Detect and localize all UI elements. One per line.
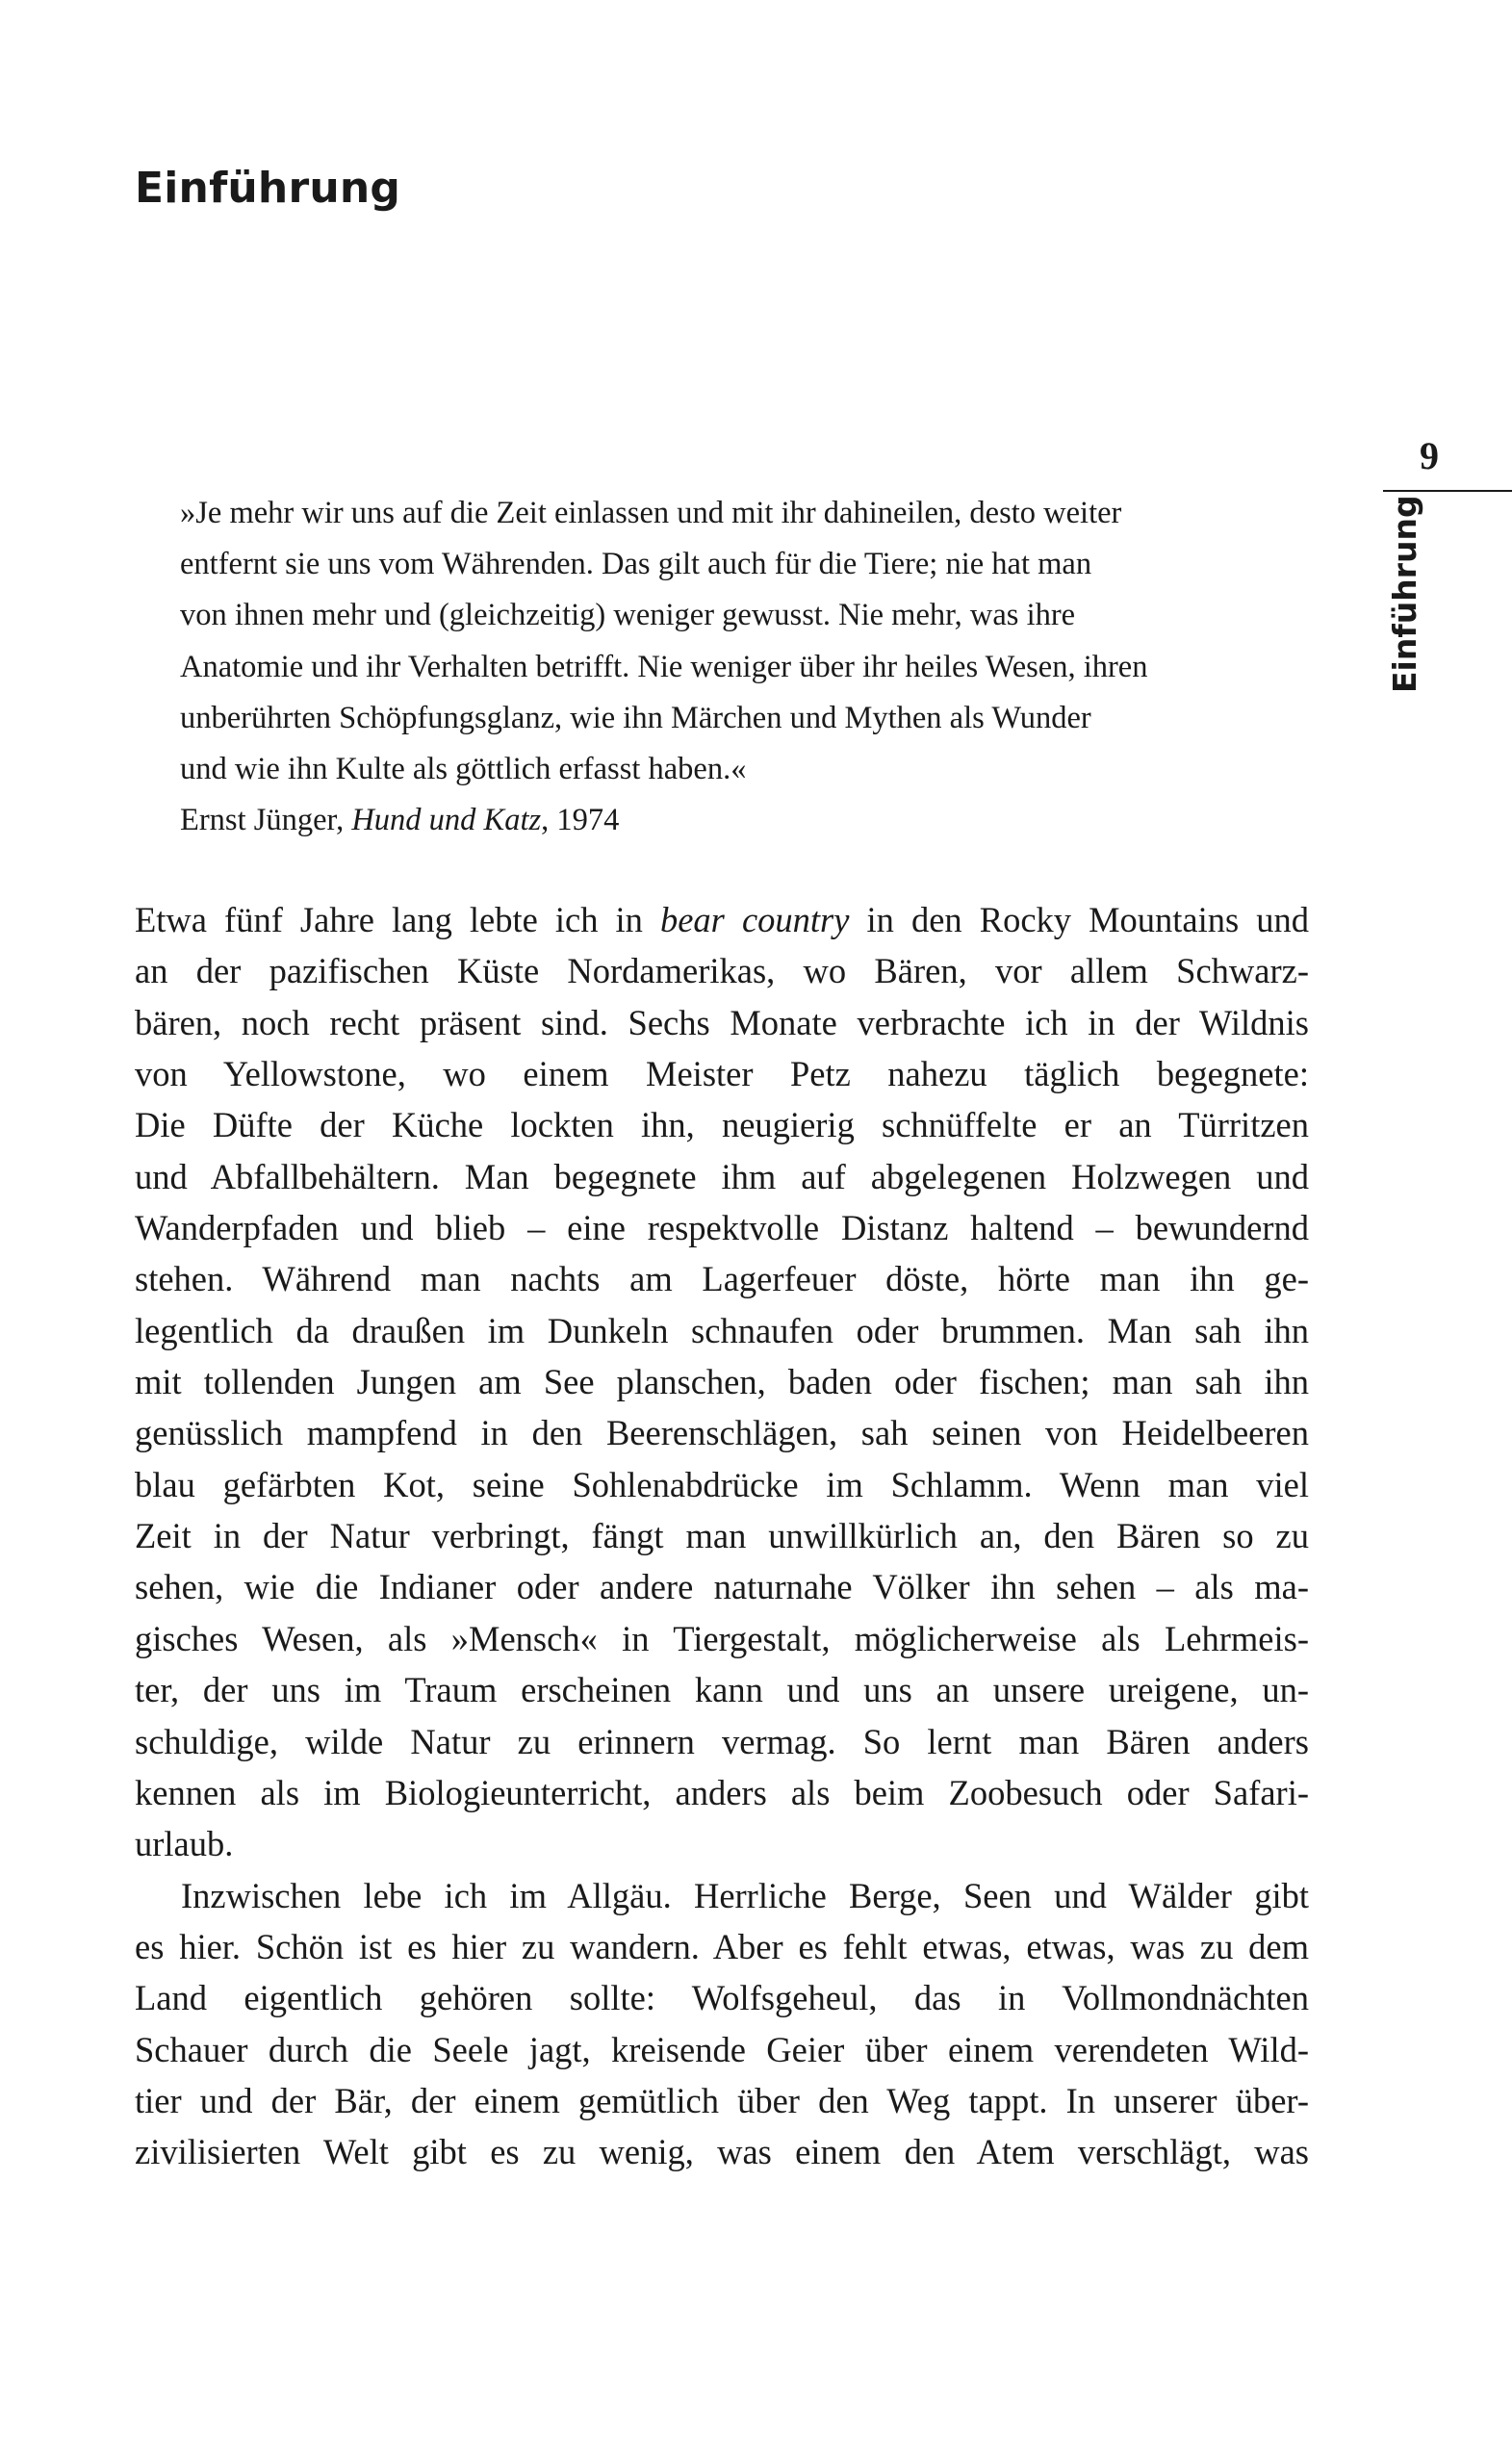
body-line: von Yellowstone, wo einem Meister Petz nahezu täglich begegnete:: [135, 1054, 1309, 1094]
attribution-work: Hund und Katz: [351, 803, 542, 838]
epigraph-attribution: [180, 795, 1296, 846]
body-line: und Abfallbehältern. Man begegnete ihm auf abgelegenen Holzwegen und: [135, 1156, 1309, 1196]
attribution-year: , 1974: [541, 803, 620, 838]
epigraph-line: und wie ihn Kulte als göttlich erfasst haben.«: [180, 752, 747, 787]
epigraph-line: »Je mehr wir uns auf die Zeit einlassen und mit ihr dahineilen, desto weiter: [180, 496, 1122, 530]
body-line: Zeit in der Natur verbringt, fängt man unwillkürlich an, den Bären so zu: [135, 1516, 1309, 1556]
body-line: gisches Wesen, als »Mensch« in Tiergestalt, möglicherweise als Lehrmeis-: [135, 1618, 1309, 1658]
running-head-rule: [1383, 490, 1512, 492]
body-line: zivilisierten Welt gibt es zu wenig, was einem den Atem verschlägt, was: [135, 2132, 1309, 2172]
italic-phrase: bear country: [659, 900, 850, 939]
epigraph: [180, 488, 1296, 846]
body-line: urlaub.: [135, 1824, 234, 1864]
body-line: mit tollenden Jungen am See planschen, baden oder fischen; man sah ihn: [135, 1362, 1309, 1402]
body-line: sehen, wie die Indianer oder andere naturnahe Völker ihn sehen – als ma-: [135, 1567, 1309, 1607]
body-line: blau gefärbten Kot, seine Sohlenabdrücke im Schlamm. Wenn man viel: [135, 1464, 1309, 1504]
body-line: [135, 894, 1309, 945]
body-line: tier und der Bär, der einem gemütlich über den Weg tappt. In unserer über-: [135, 2080, 1309, 2120]
chapter-title: Einführung: [135, 164, 401, 213]
body-line: genüsslich mampfend in den Beerenschlägen, sah seinen von Heidelbeeren: [135, 1413, 1309, 1453]
body-text-segment: Etwa fünf Jahre lang lebte ich in: [135, 900, 643, 939]
body-line: schuldige, wilde Natur zu erinnern vermag. So lernt man Bären anders: [135, 1721, 1309, 1761]
body-line: stehen. Während man nachts am Lagerfeuer döste, hörte man ihn ge-: [135, 1259, 1309, 1299]
body-text-segment: in den Rocky Mountains und: [866, 900, 1310, 939]
body-line: Inzwischen lebe ich im Allgäu. Herrliche Berge, Seen und Wälder gibt: [181, 1875, 1309, 1915]
body-line: bären, noch recht präsent sind. Sechs Monate verbrachte ich in der Wildnis: [135, 1002, 1309, 1042]
running-head-label: Einführung: [1386, 495, 1423, 693]
body-line: an der pazifischen Küste Nordamerikas, wo Bären, vor allem Schwarz-: [135, 951, 1309, 991]
body-line: legentlich da draußen im Dunkeln schnaufen oder brummen. Man sah ihn: [135, 1310, 1309, 1350]
epigraph-line: von ihnen mehr und (gleichzeitig) weniger gewusst. Nie mehr, was ihre: [180, 598, 1076, 633]
body-line: kennen als im Biologieunterricht, anders als beim Zoobesuch oder Safari-: [135, 1772, 1309, 1812]
body-line: Die Düfte der Küche lockten ihn, neugierig schnüffelte er an Türritzen: [135, 1105, 1309, 1145]
epigraph-line: entfernt sie uns vom Währenden. Das gilt auch für die Tiere; nie hat man: [180, 547, 1092, 582]
body-line: Land eigentlich gehören sollte: Wolfsgeheul, das in Vollmondnächten: [135, 1978, 1309, 2018]
attribution-author: Ernst Jünger,: [180, 803, 345, 838]
body-line: Schauer durch die Seele jagt, kreisende Geier über einem verendeten Wild-: [135, 2029, 1309, 2069]
epigraph-line: unberührten Schöpfungsglanz, wie ihn Märchen und Mythen als Wunder: [180, 700, 1091, 735]
body-line: Wanderpfaden und blieb – eine respektvolle Distanz haltend – bewundernd: [135, 1208, 1309, 1248]
epigraph-line: Anatomie und ihr Verhalten betrifft. Nie weniger über ihr heiles Wesen, ihren: [180, 649, 1148, 684]
body-text: [135, 894, 1309, 2178]
body-line: es hier. Schön ist es hier zu wandern. Aber es fehlt etwas, etwas, was zu dem: [135, 1926, 1309, 1966]
body-line: ter, der uns im Traum erscheinen kann und uns an unsere ureigene, un-: [135, 1670, 1309, 1710]
page-number: 9: [1420, 434, 1439, 477]
